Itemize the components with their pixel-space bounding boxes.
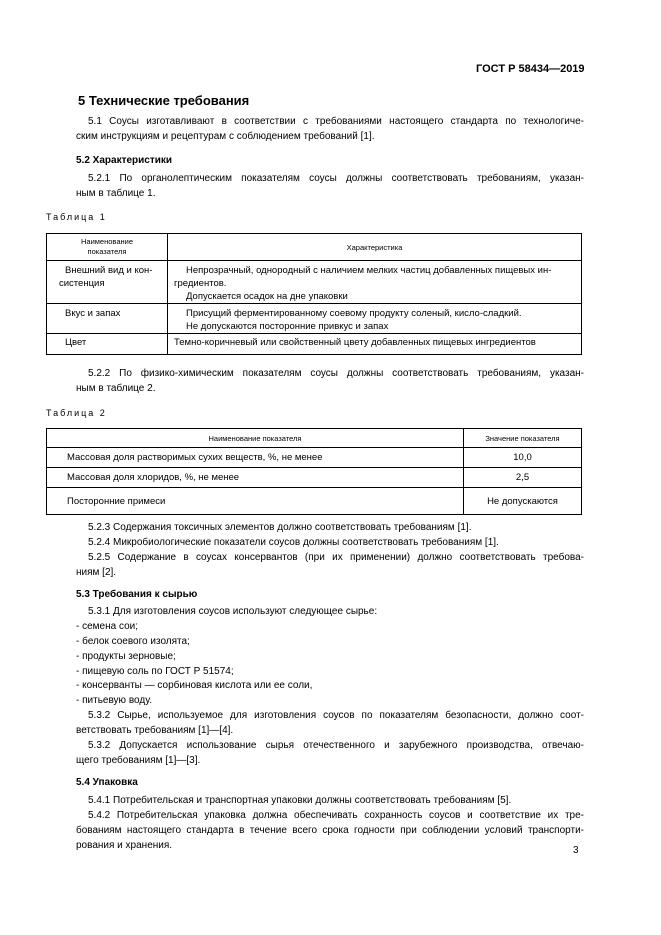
table-2-header-value: Значение показателя — [464, 429, 582, 448]
page-number: 3 — [573, 845, 579, 856]
table-1-row-1-name-line-1: Внешний вид и кон- — [65, 265, 153, 276]
paragraph-5-3-2-line-1: 5.3.2 Сырье, используемое для изготовления соусов по показателям безопасности, должно соот- — [88, 710, 584, 721]
paragraph-5-4-1: 5.4.1 Потребительская и транспортная упаковки должны соответствовать требованиям [5]. — [88, 795, 512, 806]
table-1-header-name-line-2: показателя — [87, 247, 127, 256]
list-item: - продукты зерновые; — [76, 651, 176, 662]
table-1-row-1-name — [47, 261, 168, 304]
table-1-row-2-value — [168, 304, 582, 334]
table-1-row-1-name-line-2: систенция — [59, 278, 105, 289]
paragraph-5-2-2-line-2: ным в таблице 2. — [76, 383, 156, 394]
paragraph-5-2-1-line-1: 5.2.1 По органолептическим показателям соусы должны соответствовать требованиям, указан- — [88, 173, 584, 184]
paragraph-5-2-1-line-2: ным в таблице 1. — [76, 188, 156, 199]
table-1-row-1-value-line-2: гредиентов. — [174, 278, 227, 289]
table-row — [47, 488, 582, 515]
list-item: - питьевую воду. — [76, 695, 152, 706]
table-2-row-2-value: 2,5 — [464, 468, 582, 488]
table-2-row-3-value: Не допускаются — [464, 488, 582, 515]
paragraph-5-4-2-line-1: 5.4.2 Потребительская упаковка должна обеспечивать сохранность соусов и соответствие их тре- — [88, 810, 584, 821]
paragraph-5-2-3: 5.2.3 Содержания токсичных элементов должно соответствовать требованиям [1]. — [88, 522, 472, 533]
table-1-header-characteristic: Характеристика — [168, 234, 582, 261]
paragraph-5-2-4: 5.2.4 Микробиологические показатели соусов должны соответствовать требованиям [1]. — [88, 537, 499, 548]
table-1-row-1-value — [168, 261, 582, 304]
list-item: - белок соевого изолята; — [76, 636, 190, 647]
table-1-row-1-value-line-1: Непрозрачный, однородный с наличием мелких частиц добавленных пищевых ин- — [186, 265, 552, 276]
table-1-header-row — [47, 234, 582, 261]
table-2-row-1-value: 10,0 — [464, 448, 582, 468]
table-1-header-name-line-1: Наименование — [81, 237, 133, 246]
paragraph-5-4-2-line-2: бованиям настоящего стандарта в течение всего срока годности при соблюдении условий транспорти- — [76, 825, 584, 836]
table-row — [47, 304, 582, 334]
table-2-row-1-name: Массовая доля растворимых сухих веществ, %, не менее — [47, 448, 464, 468]
table-2-header-row — [47, 429, 582, 448]
paragraph-5-1-line-2: ским инструкциям и рецептурам с соблюдением требований [1]. — [76, 131, 375, 142]
table-1 — [46, 233, 582, 355]
section-5-2-title: 5.2 Характеристики — [76, 155, 173, 166]
list-item: - консерванты — сорбиновая кислота или ее соли, — [76, 680, 313, 691]
table-1-header-name — [47, 234, 168, 261]
paragraph-5-4-2-line-3: рования и хранения. — [76, 840, 173, 851]
table-2-row-2-name: Массовая доля хлоридов, %, не менее — [47, 468, 464, 488]
table-2-row-3-name: Посторонние примеси — [47, 488, 464, 515]
table-row — [47, 261, 582, 304]
table-row — [47, 448, 582, 468]
paragraph-5-2-5-line-1: 5.2.5 Содержание в соусах консервантов (при их применении) должно соответствовать требова- — [88, 552, 584, 563]
table-1-row-1-value-line-3: Допускается осадок на дне упаковки — [186, 291, 348, 302]
paragraph-5-1-line-1: 5.1 Соусы изготавливают в соответствии с требованиями настоящего стандарта по технологиче- — [88, 116, 584, 127]
list-item: - пищевую соль по ГОСТ Р 51574; — [76, 666, 234, 677]
paragraph-5-2-5-line-2: ниям [2]. — [76, 567, 117, 578]
table-2 — [46, 428, 582, 515]
table-1-row-3-value: Темно-коричневый или свойственный цвету добавленных пищевых ингредиентов — [168, 334, 582, 355]
table-row — [47, 334, 582, 355]
paragraph-5-3-1: 5.3.1 Для изготовления соусов используют следующее сырье: — [88, 606, 378, 617]
table-1-row-2-name: Вкус и запах — [47, 304, 168, 334]
table-1-row-2-value-line-2: Не допускаются посторонние привкус и запах — [186, 321, 389, 332]
section-5-title: 5 Технические требования — [78, 93, 250, 108]
table-1-caption: Таблица 1 — [46, 212, 107, 222]
table-2-caption: Таблица 2 — [46, 408, 107, 418]
paragraph-5-3-2-line-2: ветствовать требованиям [1]—[4]. — [76, 725, 234, 736]
table-1-row-3-name: Цвет — [47, 334, 168, 355]
table-1-row-2-value-line-1: Присущий ферментированному соевому продукту соленый, кисло-сладкий. — [186, 308, 522, 319]
paragraph-5-3-2b-line-2: щего требованиям [1]—[3]. — [76, 755, 201, 766]
document-id: ГОСТ Р 58434—2019 — [476, 63, 585, 75]
section-5-4-title: 5.4 Упаковка — [76, 777, 138, 788]
list-item: - семена сои; — [76, 621, 139, 632]
paragraph-5-3-2b-line-1: 5.3.2 Допускается использование сырья отечественного и зарубежного производства, отвечаю- — [88, 740, 584, 751]
paragraph-5-2-2-line-1: 5.2.2 По физико-химическим показателям соусы должны соответствовать требованиям, указан- — [88, 368, 584, 379]
table-row — [47, 468, 582, 488]
section-5-3-title: 5.3 Требования к сырью — [76, 589, 198, 600]
table-2-header-name: Наименование показателя — [47, 429, 464, 448]
